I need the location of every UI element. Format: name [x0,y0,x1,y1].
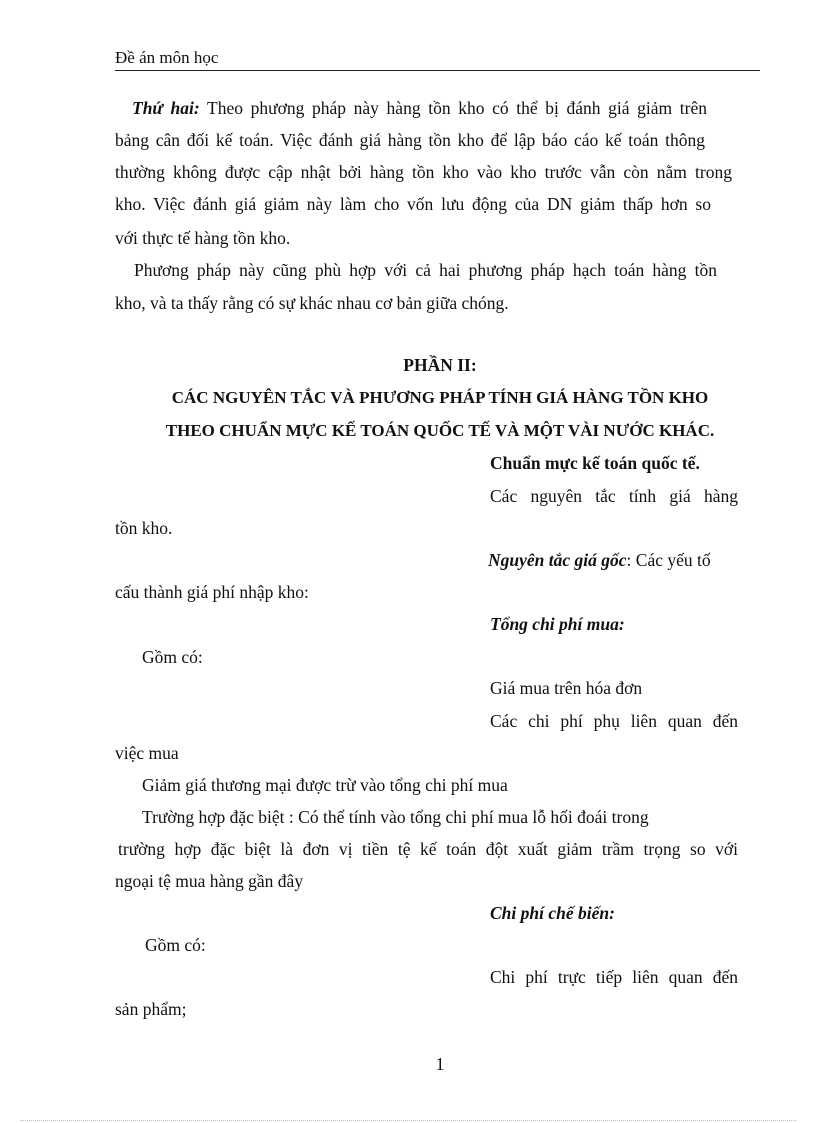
item-special-case-line2: trường hợp đặc biệt là đơn vị tiền tệ kế toán đột xuất giảm trầm trọng so với [118,839,738,859]
item-direct-costs-line2: sản phẩm; [115,999,187,1019]
para2-line2: kho, và ta thấy rằng có sự khác nhau cơ bản giữa chóng. [115,293,509,313]
p2-line2: cấu thành giá phí nhập kho: [115,582,309,602]
includes-label-1: Gồm có: [142,647,203,667]
item-special-case-line3: ngoại tệ mua hàng gần đây [115,871,304,891]
para1-line3: thường không được cập nhật bởi hàng tồn kho vào kho trước vẫn còn nằm trong [115,162,732,182]
p1-line1: Các nguyên tắc tính giá hàng [490,486,738,506]
para2-line1: Phương pháp này cũng phù hợp với cả hai phương pháp hạch toán hàng tồn [134,260,717,280]
item-special-case-line1: Trường hợp đặc biệt : Có thể tính vào tổng chi phí mua lỗ hối đoái trong [142,807,649,827]
p2-line1-text: : Các yếu tố [626,550,711,570]
item-direct-costs-line1: Chi phí trực tiếp liên quan đến [490,967,738,987]
item-invoice-price: Giá mua trên hóa đơn [490,678,643,698]
para1-lead: Thứ hai: [132,98,200,118]
heading-purchase-cost: Tổng chi phí mua: [490,614,625,634]
page-number: 1 [435,1054,445,1074]
includes-label-2: Gồm có: [145,935,206,955]
item-trade-discount: Giảm giá thương mại được trừ vào tổng chi phí mua [142,775,508,795]
item-related-costs-line2: việc mua [115,743,179,763]
section-title-line1: CÁC NGUYÊN TẮC VÀ PHƯƠNG PHÁP TÍNH GIÁ HÀNG TỒN KHO [171,388,709,407]
footer-dotted-rule [20,1120,796,1121]
para1-line4: kho. Việc đánh giá giảm này làm cho vốn lưu động của DN giảm thấp hơn so [115,194,711,214]
section-title-line2: THEO CHUẨN MỰC KẾ TOÁN QUỐC TẾ VÀ MỘT VÀI NƯỚC KHÁC. [165,421,715,440]
section-part: PHẦN II: [403,355,477,375]
para1-line1-text: Theo phương pháp này hàng tồn kho có thể bị đánh giá giảm trên [199,98,707,118]
p2-lead: Nguyên tắc giá gốc [488,550,627,570]
header-title: Đề án môn học [115,48,219,67]
para1-line1 [132,97,707,119]
para1-line2: bảng cân đối kế toán. Việc đánh giá hàng tồn kho để lập báo cáo kế toán thông [115,130,705,150]
p2-line1 [488,549,711,571]
heading-processing-cost: Chi phí chế biến: [490,903,615,923]
para1-line5: với thực tế hàng tồn kho. [115,228,291,248]
p1-line2: tồn kho. [115,518,173,538]
header-rule [115,70,760,71]
heading-international-standard: Chuẩn mực kế toán quốc tế. [490,453,700,473]
item-related-costs-line1: Các chi phí phụ liên quan đến [490,711,738,731]
